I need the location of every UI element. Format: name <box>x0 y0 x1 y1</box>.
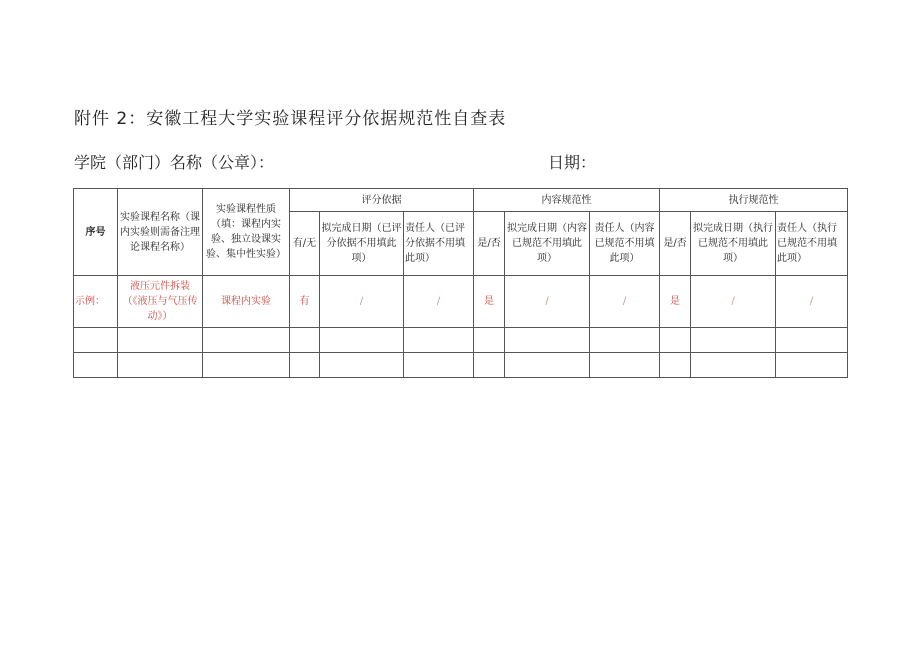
college-label: 学院（部门）名称（公章）： <box>74 153 275 172</box>
empty-cell <box>505 328 590 353</box>
header-content-yesno: 是/否 <box>474 212 505 276</box>
header-basis-date: 拟完成日期（已评分依据不用填此项） <box>320 212 404 276</box>
table-row-example <box>74 276 848 328</box>
header-course-nature: 实验课程性质（填：课程内实验、独立设课实验、集中性实验） <box>203 189 290 276</box>
example-course-nature: 课程内实验 <box>203 276 290 328</box>
empty-cell <box>474 353 505 378</box>
empty-cell <box>404 328 474 353</box>
empty-cell <box>691 353 776 378</box>
empty-cell <box>505 353 590 378</box>
empty-cell <box>290 353 320 378</box>
header-exec-person: 责任人（执行已规范不用填此项） <box>776 212 848 276</box>
empty-cell <box>74 328 118 353</box>
empty-cell <box>660 328 691 353</box>
header-group-basis: 评分依据 <box>290 189 474 212</box>
empty-cell <box>118 328 203 353</box>
empty-cell <box>320 353 404 378</box>
example-seq: 示例： <box>74 276 118 328</box>
date-label: 日期： <box>548 153 597 172</box>
empty-cell <box>590 328 660 353</box>
example-has-none: 有 <box>290 276 320 328</box>
example-exec-person: / <box>776 276 848 328</box>
empty-cell <box>776 328 848 353</box>
empty-cell <box>118 353 203 378</box>
example-course-name: 液压元件拆装（《液压与气压传动》） <box>118 276 203 328</box>
header-exec-date: 拟完成日期（执行已规范不用填此项） <box>691 212 776 276</box>
header-exec-yesno: 是/否 <box>660 212 691 276</box>
empty-cell <box>74 353 118 378</box>
empty-cell <box>474 328 505 353</box>
empty-cell <box>776 353 848 378</box>
header-seq: 序号 <box>74 189 118 276</box>
empty-cell <box>290 328 320 353</box>
example-content-date: / <box>505 276 590 328</box>
empty-cell <box>404 353 474 378</box>
document-title: 附件 2：安徽工程大学实验课程评分依据规范性自查表 <box>74 109 507 129</box>
empty-cell <box>660 353 691 378</box>
header-course-name: 实验课程名称（课内实验则需备注理论课程名称） <box>118 189 203 276</box>
empty-cell <box>203 353 290 378</box>
example-basis-date: / <box>320 276 404 328</box>
empty-cell <box>203 328 290 353</box>
header-group-content: 内容规范性 <box>474 189 660 212</box>
empty-cell <box>590 353 660 378</box>
example-content-person: / <box>590 276 660 328</box>
table-row <box>74 353 848 378</box>
example-exec-yesno: 是 <box>660 276 691 328</box>
empty-cell <box>320 328 404 353</box>
self-check-table <box>73 188 848 378</box>
header-content-person: 责任人（内容已规范不用填此项） <box>590 212 660 276</box>
header-basis-person: 责任人（已评分依据不用填此项） <box>404 212 474 276</box>
example-content-yesno: 是 <box>474 276 505 328</box>
table-row <box>74 328 848 353</box>
example-basis-person: / <box>404 276 474 328</box>
empty-cell <box>691 328 776 353</box>
example-exec-date: / <box>691 276 776 328</box>
header-group-exec: 执行规范性 <box>660 189 848 212</box>
header-has-none: 有/无 <box>290 212 320 276</box>
header-content-date: 拟完成日期（内容已规范不用填此项） <box>505 212 590 276</box>
